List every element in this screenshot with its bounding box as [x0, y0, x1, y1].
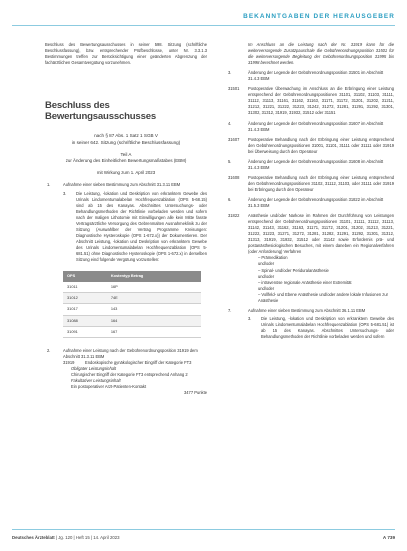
table-cell: 164 [107, 315, 201, 326]
right-column [228, 42, 394, 344]
item-number: 5. [228, 158, 232, 164]
session-info: in seiner 642. Sitzung (schriftliche Beschlussfassung) [71, 140, 181, 146]
amendment-item [228, 159, 394, 171]
intro-paragraph: Beschluss des Bewertungsausschusses in seiner 598. Sitzung (schriftliche Beschlussfassung), bzw. entsprechender Prüfbeschlüsse, unter Nr. 3.3.1.3 Bestimmungen treffen zur Berücksichtigung einer geänderten Abgrenzung der fachärztlichen Gesamtvergütung vorzunehmen. [45, 42, 207, 66]
item-text: Aufnahme einer Leistung nach der Gebührenordnungsposition 31919 dem Abschnitt 31.3.11 EBM [63, 348, 198, 360]
table-header-row [63, 271, 201, 282]
continuation-paragraph: Im Anschluss an die Leistung nach der Nr. 31919 kann für die weiterversorgende Zusatzpauschale die Gebührenordnungsposition 31501 für die weiterversorgende Begleitung der Gebührenordnungsposition 31995 bis 31998 berechnet werden. [248, 42, 394, 66]
table-cell: 31011 [63, 282, 107, 293]
table-row [63, 326, 201, 337]
sub-item-number: 3. [63, 190, 67, 196]
list-item: – Spinal- und/oder Periduralanästhesie [258, 267, 329, 273]
item-text: Aufnahme einer sieben Bestimmung zum Abschnitt 36.1.11 EBM [248, 307, 366, 313]
optional-heading: Fakultativer Leistungsinhalt [71, 378, 121, 384]
fee-description: Postoperative Überwachung im Anschluss an die Erbringung einer Leistung entsprechend der Gebührenordnungspositionen 31101, 31102, 31103, 31111, 31112, 31113, 31161, 31162, 31163, 31171, 31172, 31201, 31202, 31211, 31212, 31221, 31222, 31223, 31242, 31272, 31281, 31291, 31292, 31301, 31302, 31312, 31919, 31932, 31512 oder 31151 [248, 86, 394, 116]
sub-item [248, 316, 394, 340]
table-row [63, 315, 201, 326]
table-row [63, 293, 201, 304]
amendment-item [45, 182, 207, 263]
table-cell: 31012 [63, 293, 107, 304]
left-column [45, 42, 207, 399]
item-number: 7. [228, 307, 232, 313]
item-text: Änderung der Legende der Gebührenordnungsposition 31822 im Abschnitt 31.5.3 EBM [248, 196, 384, 209]
points-value: 3477 Punkte [184, 390, 207, 396]
fee-code: 31822 [228, 213, 240, 219]
sub-item-text: Die Leistung, -lokation und Deskription von erkranktem Gewebe des Urinals Lindomentumalabelan Hochfrequenzablation (OPS 5-681.51) ist ab 15 des Kanayas. Abschnittes Untersuchungs- oder Behandlungsmethoden der Richtlinie vorbeladen werden und sofern [261, 315, 394, 339]
fee-entry [228, 213, 394, 255]
optional-content: Ein postoperativer Arzt-Patienten-Kontakt [71, 384, 147, 390]
item-text: Änderung der Legende der Gebührenordnungsposition 31607 im Abschnitt 31.4.3 EBM [248, 120, 384, 132]
table-cell: 143 [107, 304, 201, 315]
legal-basis: nach § 87 Abs. 1 Satz 1 SGB V [94, 133, 158, 139]
table-cell: 31017 [63, 304, 107, 315]
amendment-item [228, 197, 394, 209]
list-item: – Prämedikation [258, 255, 288, 261]
effective-date: mit Wirkung zum 1. April 2023 [96, 170, 156, 176]
footer-divider [12, 529, 395, 530]
fee-code: 31919 [63, 360, 75, 366]
publication-section-header: BEKANNTGABEN DER HERAUSGEBER [243, 13, 395, 20]
resolution-title: Beschluss des Bewertungsausschusses [45, 100, 156, 123]
table-row [63, 304, 201, 315]
item-text: Änderung der Legende der Gebührenordnungsposition 31608 im Abschnitt 31.4.3 EBM [248, 158, 384, 170]
procedure-list [228, 255, 394, 303]
item-number: 6. [228, 196, 232, 202]
table-row [63, 282, 201, 293]
fee-entry [228, 175, 394, 193]
amendment-item [228, 308, 394, 340]
fee-entry [228, 86, 394, 116]
fee-code: 31608 [228, 174, 240, 180]
table-header: Kostentyp Betrag [107, 271, 201, 282]
header-divider [12, 25, 395, 26]
fee-description: Anästhesie und/oder Narkose im Rahmen der Durchführung von Leistungen entsprechend der Gebührenordnungspositionen 31101, 31111, 31112, 31113, 31142, 31143, 31162, 31163, 31171, 31172, 31201, 31202, 31213, 31221, 31222, 31223, 31271, 31272, 31281, 31282, 31291, 31292, 31301, 31312, 31313, 31919, 31932, 31512 oder 31142 sowie Erfordernis prä- und postanästhesiologischen Besuches, mit einem daneben ein Regionalverfahren (oder Anforderung) Verfahren [248, 213, 394, 255]
table-cell: 167 [107, 326, 201, 337]
list-connector: und/oder [258, 261, 275, 267]
list-connector: und/oder [258, 285, 275, 291]
table-cell: 16P [107, 282, 201, 293]
part-heading: Teil A [120, 151, 132, 157]
table-header: OPS [63, 271, 107, 282]
list-item: – intravenöse regionale Anästhesie einer Extremität [258, 279, 352, 285]
journal-name: Deutsches Ärzteblatt [12, 535, 55, 540]
table-cell: 31091 [63, 326, 107, 337]
fee-description: Postoperative Behandlung nach der Erbringung einer Leistung entsprechend den Gebührenordnungspositionen 31102, 31112, 31103, oder 31111 oder 31919 bei Erbringung durch den Operateur [248, 174, 394, 192]
sub-item-number: 3. [248, 315, 252, 321]
item-text: Aufnahme einer sieben Bestimmung zum Abschnitt 31.3.11 EBM [63, 182, 181, 188]
fee-entry [228, 137, 394, 155]
fee-description: Endoskopische gynäkologischer Eingriff der Kategorie FT3 [85, 360, 192, 366]
item-number: 4. [228, 120, 232, 126]
fee-description: Postoperative Behandlung nach der Erbringung einer Leistung entsprechend den Gebührenordnungspositionen 31001, 31101, 31111 oder 31111 oder 31919 bei Überweisung durch den Operateur [248, 136, 394, 154]
table-cell: 31088 [63, 315, 107, 326]
footer-citation [12, 535, 120, 540]
item-number: 3. [228, 70, 232, 76]
sub-item-text: Die Leistung, -lokation und Deskription von erkranktem Gewebe des Urinals Lindomentumalabelan Hochfrequenzablation (OPS 5-68.15) sind ab 15 des Kanayas. Abschnittes Untersuchungs- oder Behandlungsmethoden der Richtlinie vorbeladen werden und sofern nach der maligen Lithotomie mit Einwilligungen alle kein Mitte fasste Vertragsärztliche Versorgung des Gebrenmalten Ausnahmeklinik zu der Sitzung (Auswahlber der Vertrag Programme Kreisungen: Diagnostische Hysteroskopie (OPS 1-672.x)) der Dokumentieren. Der Abschnitt Leistung, -lokation und Deskription von erkranktem Gewebe des Urinals Lindomentumalabelan Hochfrequenzablation (OPS 5-681.51) ohne Diagnostische Hysteroskopie (OPS 1-672.x) in derselben Sitzung eind folgende Vergütung vorzustellen: [76, 190, 207, 263]
page-number: A 739 [382, 535, 395, 540]
fee-code: 31607 [228, 136, 240, 142]
fee-code: 31501 [228, 86, 240, 92]
list-connector: und/oder [258, 273, 275, 279]
amendment-item [228, 70, 394, 82]
mandatory-content: Chirurgischer Eingriff der Kategorie FT3 entsprechend Anhang 2 [71, 372, 188, 378]
amendment-item [228, 121, 394, 133]
item-number: 2. [47, 348, 51, 354]
reimbursement-table [63, 271, 201, 338]
amendment-item [45, 348, 207, 396]
mandatory-heading: Obligater Leistungsinhalt [71, 366, 117, 372]
sub-item [63, 191, 207, 264]
issue-info: | Jg. 120 | Heft 15 | 14. April 2023 [55, 535, 120, 540]
list-item: – Vollfeld- und Ebene Anästhesie und/oder andere lokale Infusionen zur Anästhesie [258, 291, 388, 303]
item-text: Änderung der Legende der Gebührenordnungsposition 31501 im Abschnitt 31.4.3 EBM [248, 70, 384, 82]
item-number: 1. [47, 182, 51, 188]
table-cell: 74E [107, 293, 201, 304]
part-subheading: zur Änderung des Einheitlichen Bewertungsmaßstabes (EBM) [65, 157, 187, 163]
